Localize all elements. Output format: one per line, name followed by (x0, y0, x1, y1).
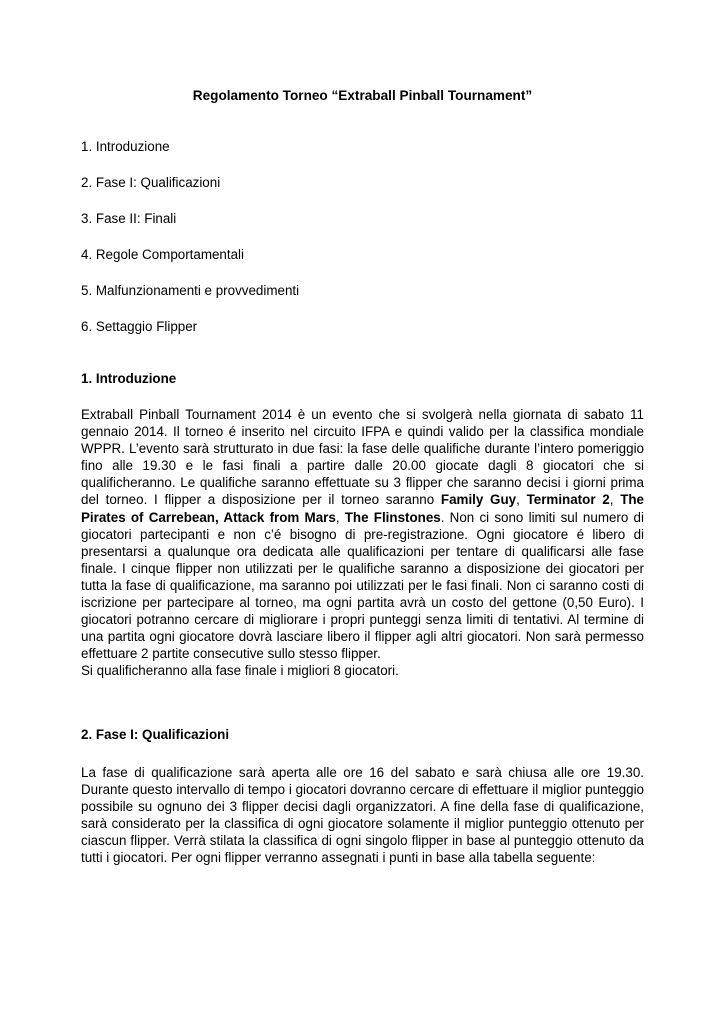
toc-item: 5. Malfunzionamenti e provvedimenti (81, 283, 300, 298)
document-title: Regolamento Torneo “Extraball Pinball Tournament” (192, 88, 533, 103)
toc-item: 3. Fase II: Finali (81, 211, 177, 226)
section-heading-introduzione: 1. Introduzione (81, 371, 177, 386)
section-heading-qualificazioni: 2. Fase I: Qualificazioni (81, 727, 230, 742)
toc-item: 4. Regole Comportamentali (81, 247, 245, 262)
machine-name: The Flinstones (344, 509, 441, 525)
paragraph-text: Si qualificheranno alla fase finale i migliori 8 giocatori. (81, 663, 399, 679)
toc-item: 2. Fase I: Qualificazioni (81, 175, 221, 190)
machine-name: Family Guy (440, 492, 517, 508)
toc-item: 6. Settaggio Flipper (81, 319, 198, 334)
section-paragraph-qualificazioni: La fase di qualificazione sarà aperta alle ore 16 del sabato e sarà chiusa alle ore 19.30. Durante questo intervallo di tempo i giocatori dovranno cercare di effettuare il miglior punteggio possibile su ognuno dei 3 flipper decisi dagli organizzatori. A fine della fase di qualificazione, sarà considerato per la classifica di ogni giocatore solamente il miglior punteggio ottenuto per ciascun flipper. Verrà stilata la classifica di ogni singolo flipper in base al punteggio ottenuto da tutti i giocatori. Per ogni flipper verranno assegnati i punti in base alla tabella seguente: (81, 765, 644, 866)
section-paragraph-introduzione: Extraball Pinball Tournament 2014 è un evento che si svolgerà nella giornata di sabato 11 gennaio 2014. Il torneo é inserito nel circuito IFPA e quindi valido per la classifica mondiale WPPR. L’evento sarà strutturato in due fasi: la fase delle qualifiche durante l’intero pomeriggio fino alle 19.30 e le fasi finali a partire dalle 20.00 giocate dagli 8 giocatori che si qualificheranno. Le qualifiche saranno effettuate su 3 flipper che saranno decisi i giorni prima del torneo. I flipper a disposizione per il torneo saranno Family Guy, Terminator 2, The Pirates of Carrebean, Attack from Mars, The Flinstones. Non ci sono limiti sul numero di giocatori partecipanti e non c’é bisogno di pre-registrazione. Ogni giocatore é libero di presentarsi a qualunque ora dedicata alle qualificazioni per tentare di qualificarsi alle fase finale. I cinque flipper non utilizzati per le qualifiche saranno a disposizione dei giocatori per tutta la fase di qualificazione, ma saranno poi utilizzati per le fasi finali. Non ci saranno costi di iscrizione per partecipare al torneo, ma ogni partita avrà un costo del gettone (0,50 Euro). I giocatori potranno cercare di migliorare i propri punteggi senza limiti di tentativi. Al termine di una partita ogni giocatore dovrà lasciare libero il flipper agli altri giocatori. Non sarà permesso effettuare 2 partite consecutive sullo stesso flipper. Si qualificheranno alla fase finale i migliori 8 giocatori. (81, 407, 644, 679)
toc-item: 1. Introduzione (81, 139, 170, 154)
machine-name: The Pirates of Carrebean, Attack from Mars (81, 492, 644, 525)
paragraph-text: Extraball Pinball Tournament 2014 è un evento che si svolgerà nella giornata di sabato 11 gennaio 2014. Il torneo é inserito nel circuito IFPA e quindi valido per la classifica mondiale WPPR. L’evento sarà strutturato in due fasi: la fase delle qualifiche durante l’intero pomeriggio fino alle 19.30 e le fasi finali a partire dalle 20.00 giocate dagli 8 giocatori che si qualificheranno. Le qualifiche saranno effettuate su 3 flipper che saranno decisi i giorni prima del torneo. I flipper a disposizione per il torneo saranno (81, 407, 644, 508)
paragraph-text: . Non ci sono limiti sul numero di giocatori partecipanti e non c’é bisogno di pre-registrazione. Ogni giocatore é libero di presentarsi a qualunque ora dedicata alle qualificazioni per tentare di qualificarsi alle fase finale. I cinque flipper non utilizzati per le qualifiche saranno a disposizione dei giocatori per tutta la fase di qualificazione, ma saranno poi utilizzati per le fasi finali. Non ci saranno costi di iscrizione per partecipare al torneo, ma ogni partita avrà un costo del gettone (0,50 Euro). I giocatori potranno cercare di migliorare i propri punteggi senza limiti di tentativi. Al termine di una partita ogni giocatore dovrà lasciare libero il flipper agli altri giocatori. Non sarà permesso effettuare 2 partite consecutive sullo stesso flipper. (81, 509, 644, 662)
machine-name: Terminator 2 (526, 492, 610, 508)
